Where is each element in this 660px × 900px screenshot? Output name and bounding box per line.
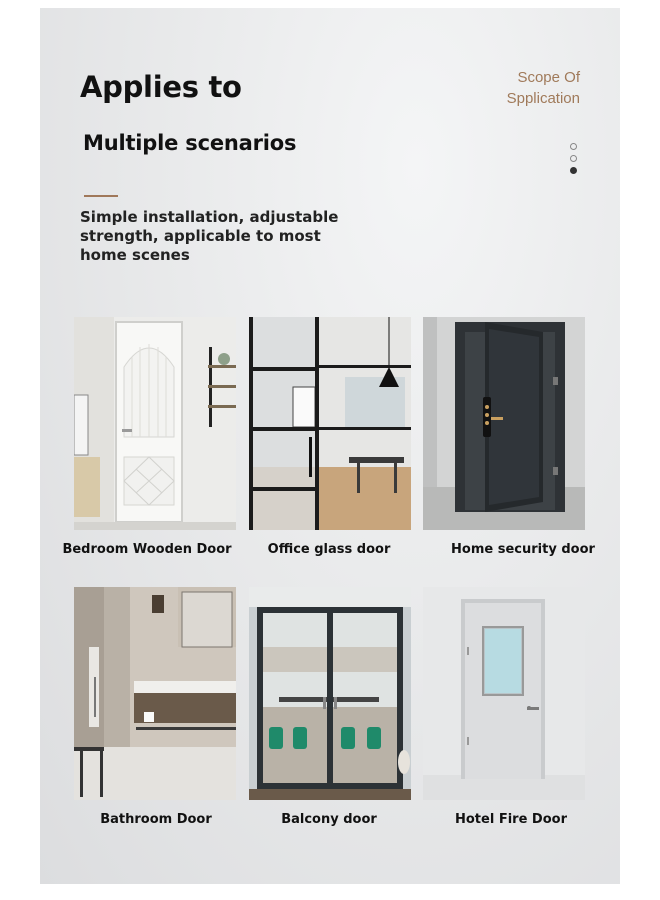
scope-line-1: Scope Of: [517, 69, 580, 86]
door-caption-2: Office glass door: [267, 542, 391, 557]
pager-dot-2[interactable]: [570, 155, 577, 162]
door-caption-3: Home security door: [451, 542, 595, 557]
door-caption-1: Bedroom Wooden Door: [62, 542, 232, 557]
home-security-door-image: [423, 317, 585, 530]
page-title: Applies to: [80, 70, 242, 104]
bathroom-door-image: [74, 587, 236, 800]
scope-label: [507, 67, 580, 109]
door-caption-6: Hotel Fire Door: [455, 812, 567, 827]
pager-dot-1[interactable]: [570, 143, 577, 150]
office-glass-door-image: [249, 317, 411, 530]
pager-dots: [570, 143, 577, 179]
door-caption-4: Bathroom Door: [100, 812, 212, 827]
scope-line-2: Spplication: [506, 90, 580, 107]
hotel-fire-door-image: [423, 587, 585, 800]
description-text: Simple installation, adjustable strength, applicable to most home scenes: [80, 208, 339, 264]
page-subtitle: Multiple scenarios: [83, 131, 297, 155]
balcony-door-image: [249, 587, 411, 800]
bedroom-wooden-door-image: [74, 317, 236, 530]
pager-dot-3[interactable]: [570, 167, 577, 174]
door-caption-5: Balcony door: [281, 812, 377, 827]
accent-divider: [84, 195, 118, 197]
